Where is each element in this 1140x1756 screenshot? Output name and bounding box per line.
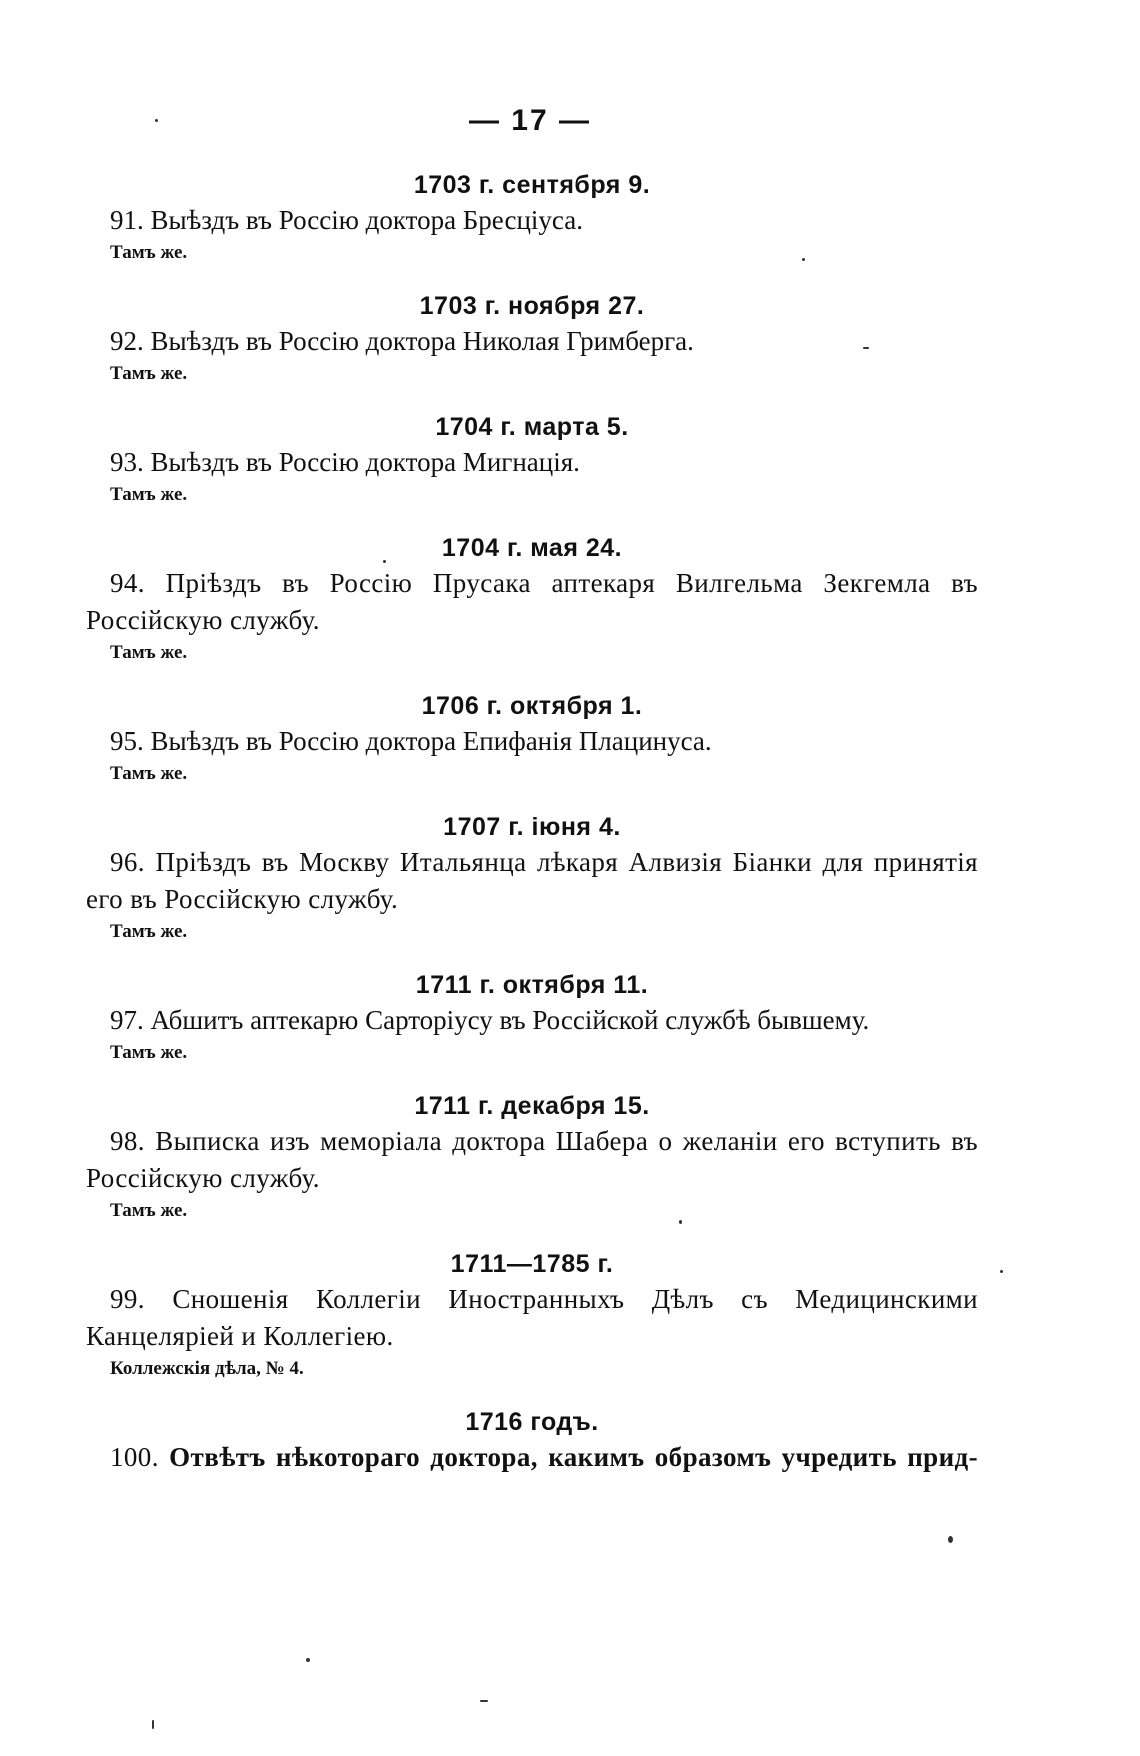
entry-number: 100. [110, 1442, 159, 1472]
entry-date: 1711 г. октября 11. [415, 971, 649, 999]
scan-speck [802, 258, 805, 261]
entry-95 [86, 689, 978, 788]
entry-text: Выписка изъ меморіала доктора Шабера о желаніи его вступить въ Россійскую службу. [86, 1126, 978, 1193]
page-number: — 17 — [468, 104, 592, 137]
entry-93 [86, 410, 978, 509]
entry-text-line [86, 1439, 978, 1476]
entry-source: Тамъ же. [110, 763, 188, 784]
entry-text-line [86, 1281, 978, 1355]
scan-speck [1000, 1270, 1003, 1273]
spacer [86, 388, 978, 410]
entry-date: 1706 г. октября 1. [421, 692, 643, 720]
entry-source: Тамъ же. [110, 242, 188, 263]
spacer [86, 1067, 978, 1089]
entry-date: 1716 годъ. [465, 1408, 599, 1436]
entry-text-line [86, 565, 978, 639]
scan-speck [679, 1220, 682, 1224]
scan-speck [155, 119, 158, 122]
entry-text: Выѣздъ въ Россію доктора Епифанія Плацинуса. [150, 726, 712, 756]
entry-94 [86, 531, 978, 667]
entry-source: Тамъ же. [110, 484, 188, 505]
entry-text-line [86, 1123, 978, 1197]
entry-number: 99. [110, 1284, 145, 1314]
entry-97 [86, 968, 978, 1067]
entry-number: 93. [110, 447, 144, 477]
entries-list [86, 168, 978, 1476]
entry-text-line [86, 323, 978, 360]
scan-speck [383, 560, 386, 563]
entry-source: Тамъ же. [110, 1200, 188, 1221]
entry-date: 1704 г. мая 24. [441, 534, 623, 562]
entry-number: 97. [110, 1005, 144, 1035]
entry-100 [86, 1405, 978, 1476]
entry-text: Абшитъ аптекарю Сарторіусу въ Россійской службѣ бывшему. [150, 1005, 870, 1035]
entry-text: Пріѣздъ въ Москву Итальянца лѣкаря Алвизія Біанки для принятія его въ Россійскую службу. [86, 847, 979, 914]
entry-date: 1703 г. ноября 27. [419, 292, 645, 320]
entry-number: 94. [110, 568, 145, 598]
entry-98 [86, 1089, 978, 1225]
entry-text: Выѣздъ въ Россію доктора Мигнація. [150, 447, 580, 477]
scan-speck [152, 1720, 154, 1729]
spacer [86, 946, 978, 968]
entry-text-line [86, 202, 978, 239]
spacer [86, 509, 978, 531]
entry-source: Тамъ же. [110, 642, 188, 663]
entry-text: Выѣздъ въ Россію доктора Николая Гримберга. [150, 326, 694, 356]
spacer [86, 1225, 978, 1247]
entry-number: 91. [110, 205, 144, 235]
spacer [86, 667, 978, 689]
entry-text-line [86, 844, 978, 918]
entry-text: Пріѣздъ въ Россію Прусака аптекаря Вилгельма Зекгемла въ Россійскую службу. [86, 568, 979, 635]
entry-source: Тамъ же. [110, 1042, 188, 1063]
entry-source: Тамъ же. [110, 363, 188, 384]
entry-92 [86, 289, 978, 388]
entry-number: 96. [110, 847, 145, 877]
entry-99 [86, 1247, 978, 1383]
entry-source: Тамъ же. [110, 921, 188, 942]
spacer [86, 1383, 978, 1405]
spacer [86, 267, 978, 289]
entry-date: 1711—1785 г. [450, 1250, 614, 1278]
entry-text: Сношенія Коллегіи Иностранныхъ Дѣлъ съ Медицинскими Канцеляріей и Коллегіею. [86, 1284, 978, 1351]
entry-number: 98. [110, 1126, 145, 1156]
entry-source: Коллежскія дѣла, № 4. [110, 1358, 304, 1379]
scan-speck [306, 1658, 310, 1662]
entry-date: 1707 г. іюня 4. [443, 813, 621, 841]
entry-date: 1704 г. марта 5. [435, 413, 629, 441]
entry-text-line [86, 723, 978, 760]
entry-text: Отвѣтъ нѣкотораго доктора, какимъ образомъ учредить прид- [169, 1442, 978, 1472]
scan-speck [948, 1536, 953, 1543]
entry-number: 95. [110, 726, 144, 756]
entry-text-line [86, 444, 978, 481]
spacer [86, 788, 978, 810]
entry-91 [86, 168, 978, 267]
entry-text: Выѣздъ въ Россію доктора Бресціуса. [150, 205, 583, 235]
entry-text-line [86, 1002, 978, 1039]
entry-number: 92. [110, 326, 144, 356]
scan-speck [480, 1700, 488, 1702]
scan-speck [863, 347, 869, 349]
entry-date: 1703 г. сентября 9. [413, 171, 651, 199]
entry-date: 1711 г. декабря 15. [414, 1092, 650, 1120]
entry-96 [86, 810, 978, 946]
